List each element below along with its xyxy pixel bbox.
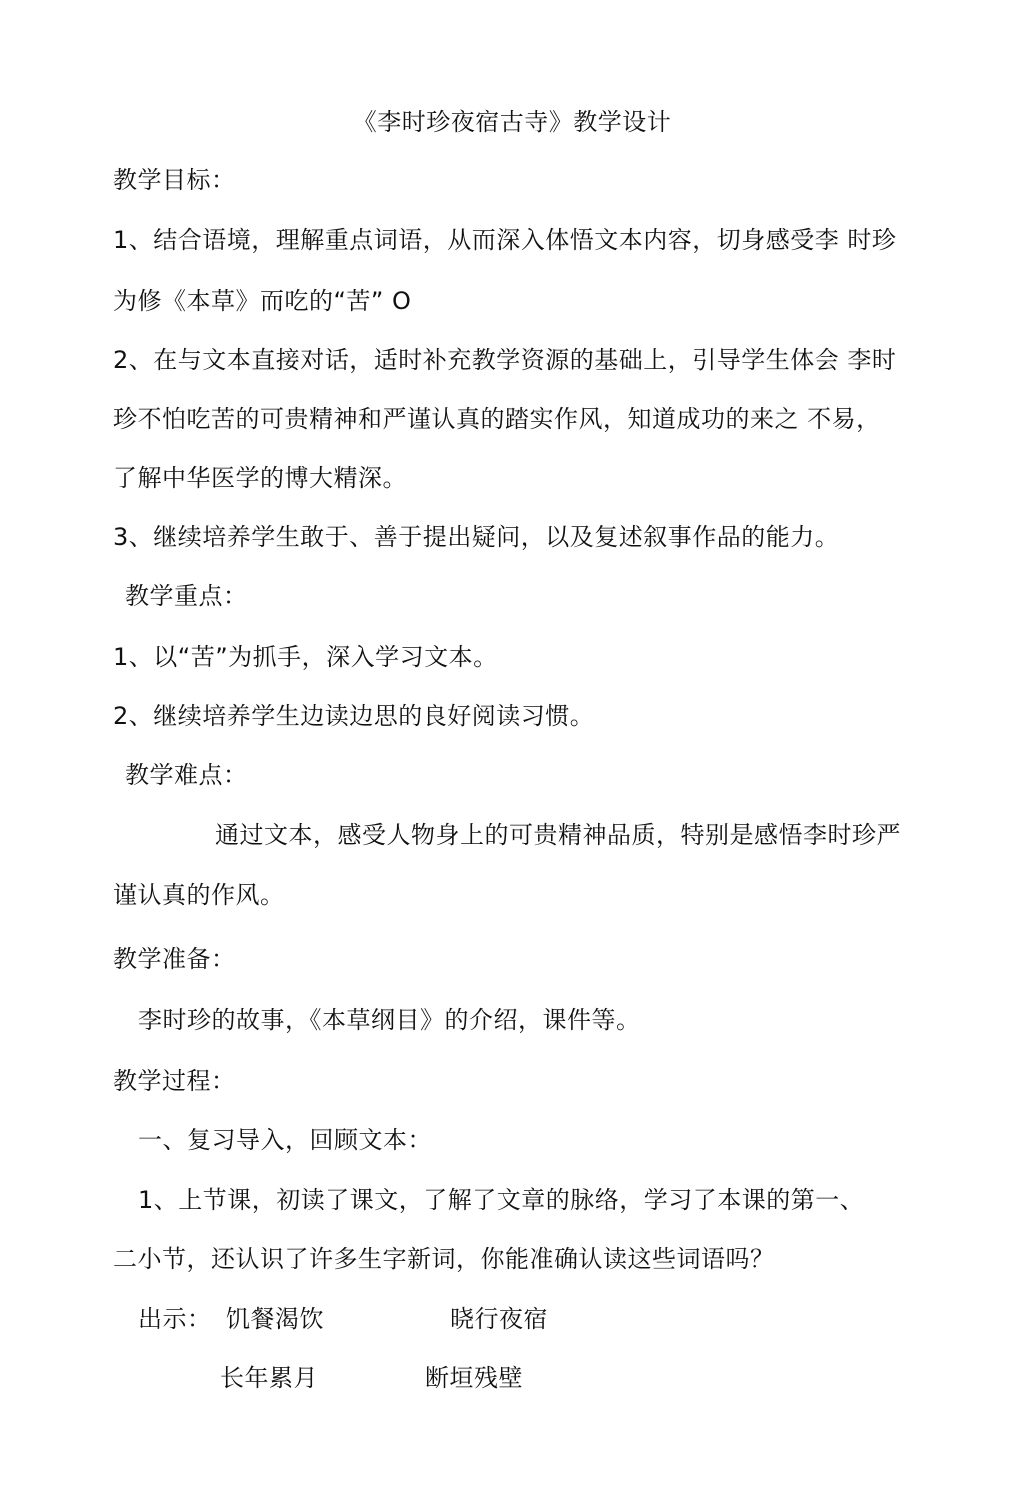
- preparation-heading: 教学准备：: [113, 945, 236, 973]
- vocab-word: 饥餐渴饮: [226, 1305, 324, 1333]
- process-section-1: 一、复习导入，回顾文本：: [138, 1126, 432, 1154]
- difficulty-heading: 教学难点：: [125, 761, 248, 789]
- goal-item-2-line-3: 了解中华医学的博大精深。: [113, 464, 407, 492]
- goal-item-2-line-2: 珍不怕吃苦的可贵精神和严谨认真的踏实作风，知道成功的来之 不易，: [113, 405, 881, 433]
- process-step-1-line-2: 二小节，还认识了许多生字新词，你能准确认读这些词语吗？: [113, 1245, 775, 1273]
- goal-item-1-line-1: 1、结合语境，理解重点词语，从而深入体悟文本内容，切身感受李 时珍: [113, 226, 897, 254]
- process-step-1-line-1: 1、上节课，初读了课文，了解了文章的脉络，学习了本课的第一、: [138, 1186, 865, 1214]
- process-heading: 教学过程：: [113, 1067, 236, 1095]
- key-point-item-1: 1、以“苦”为抓手，深入学习文本。: [113, 643, 498, 671]
- goal-item-2-line-1: 2、在与文本直接对话，适时补充教学资源的基础上，引导学生体会 李时: [113, 346, 897, 374]
- goal-item-3: 3、继续培养学生敢于、善于提出疑问，以及复述叙事作品的能力。: [113, 523, 840, 551]
- show-label: 出示：: [138, 1305, 212, 1333]
- vocab-word: 断垣残壁: [425, 1364, 523, 1392]
- goal-item-1-line-2: 为修《本草》而吃的“苦” O: [113, 287, 412, 315]
- key-point-item-2: 2、继续培养学生边读边思的良好阅读习惯。: [113, 702, 595, 730]
- key-points-heading: 教学重点：: [125, 582, 248, 610]
- preparation-text: 李时珍的故事，《本草纲目》的介绍，课件等。: [138, 1006, 641, 1034]
- vocab-word: 长年累月: [220, 1364, 318, 1392]
- difficulty-line-1: 通过文本，感受人物身上的可贵精神品质，特别是感悟李时珍严: [215, 821, 901, 849]
- vocab-word: 晓行夜宿: [450, 1305, 548, 1333]
- difficulty-line-2: 谨认真的作风。: [113, 881, 285, 909]
- page-title: 《李时珍夜宿古寺》教学设计: [352, 108, 672, 136]
- goals-heading: 教学目标：: [113, 166, 236, 194]
